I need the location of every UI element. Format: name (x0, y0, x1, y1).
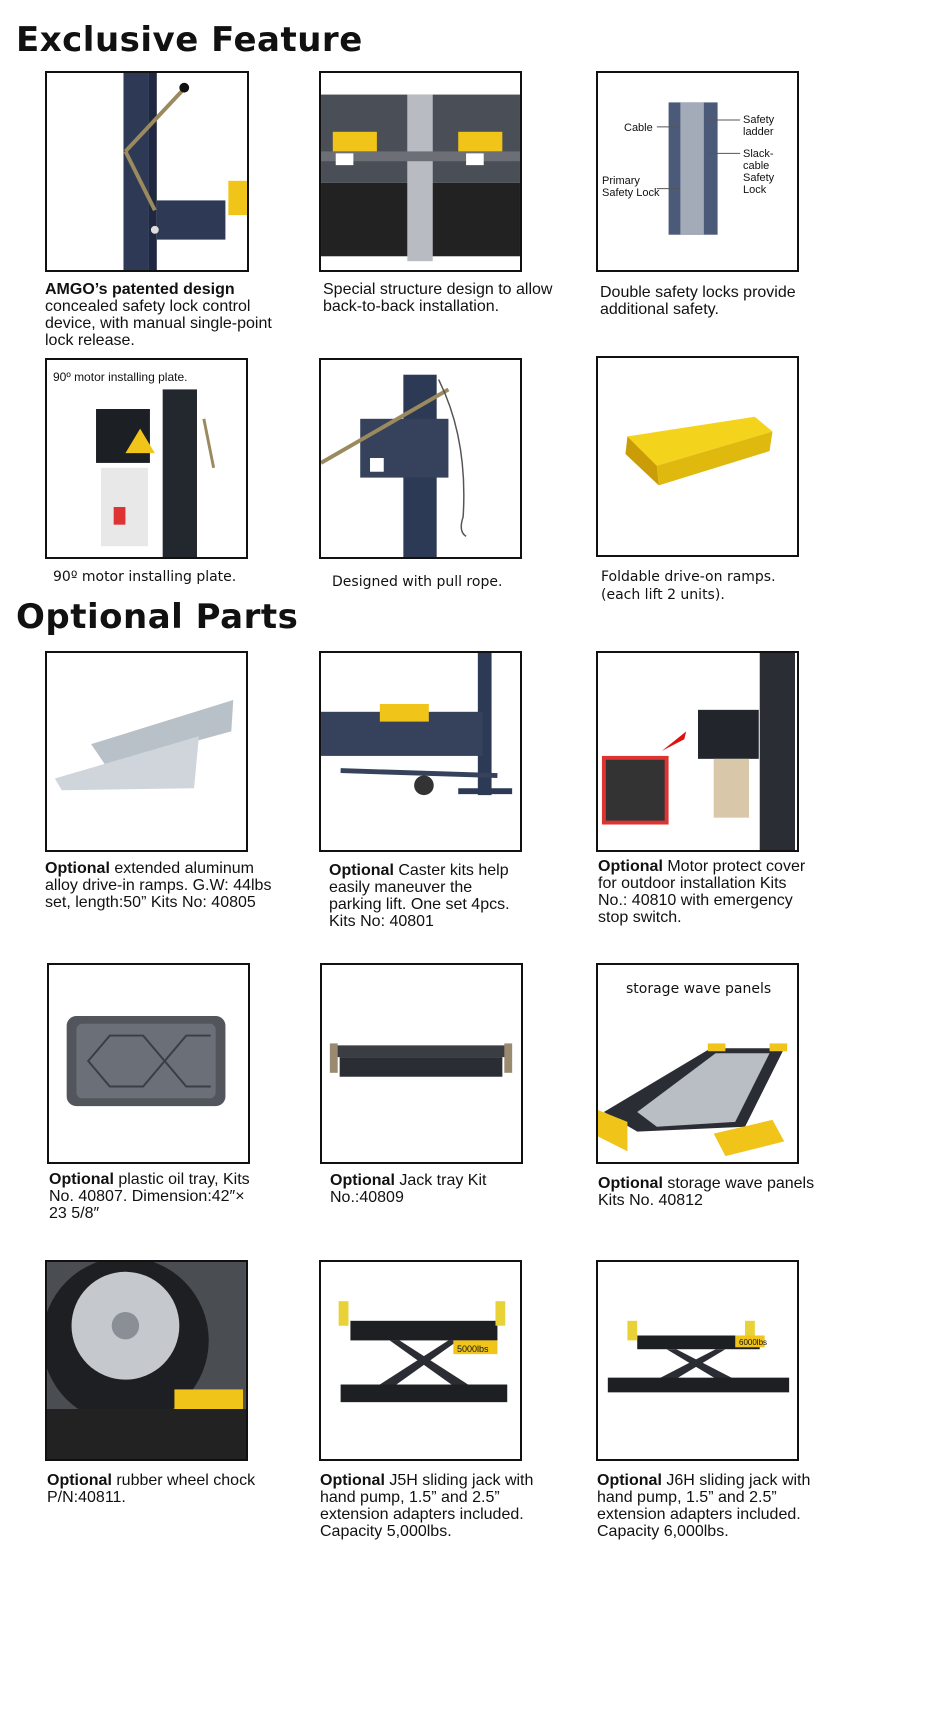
caption-optional-3: Optional Motor protect cover for outdoor installation Kits No.: 40810 with emergency stop switch. (598, 858, 806, 926)
label-slack-cable-lock: Slack-cable Safety Lock (743, 148, 775, 196)
photo-storage-panels (596, 963, 799, 1164)
photo-motor-cover (596, 651, 799, 852)
caption-exclusive-2: Special structure design to allow back-to-back installation. (323, 281, 553, 315)
photo-jack-tray (320, 963, 523, 1164)
photo-pull-rope (319, 358, 522, 559)
photo-caster-kits (319, 651, 522, 852)
photo-j6h-jack (596, 1260, 799, 1461)
caption-optional-8: Optional J5H sliding jack with hand pump, 1.5” and 2.5” extension adapters included. Capacity 5,000lbs. (320, 1472, 534, 1540)
section-title-optional: Optional Parts (16, 597, 299, 637)
caption-optional-4: Optional plastic oil tray, Kits No. 40807. Dimension:42″× 23 5/8″ (49, 1171, 250, 1222)
caption-exclusive-3: Double safety locks provide additional safety. (600, 284, 796, 318)
label-j5h: 5000lbs (457, 1344, 489, 1354)
caption-optional-6: Optional storage wave panels Kits No. 40812 (598, 1175, 815, 1209)
caption-exclusive-5: Designed with pull rope. (332, 574, 503, 590)
caption-optional-5: Optional Jack tray Kit No.:40809 (330, 1172, 487, 1206)
photo-foldable-ramps (596, 356, 799, 557)
section-title-exclusive: Exclusive Feature (16, 20, 363, 60)
label-motor-plate: 90º motor installing plate. (53, 370, 188, 384)
label-j6h: 6000lbs (739, 1338, 768, 1347)
photo-oil-tray (47, 963, 250, 1164)
caption-optional-2: Optional Caster kits help easily maneuver the parking lift. One set 4pcs. Kits No: 40801 (329, 862, 510, 930)
label-safety-ladder: Safety ladder (743, 114, 775, 138)
photo-back-to-back (319, 71, 522, 272)
caption-exclusive-6: Foldable drive-on ramps. (each lift 2 units). (601, 569, 776, 603)
label-cable: Cable (624, 122, 653, 134)
photo-motor-plate (45, 358, 248, 559)
caption-optional-1: Optional extended aluminum alloy drive-in ramps. G.W: 44lbs set, length:50” Kits No: 40805 (45, 860, 272, 911)
label-primary-lock: Primary Safety Lock (602, 175, 660, 199)
caption-optional-7: Optional rubber wheel chock P/N:40811. (47, 1472, 256, 1506)
photo-safety-lock-control (45, 71, 249, 272)
photo-wheel-chock (45, 1260, 248, 1461)
photo-j5h-jack (319, 1260, 522, 1461)
photo-aluminum-ramps (45, 651, 248, 852)
caption-exclusive-4: 90º motor installing plate. (53, 569, 237, 585)
photo-double-safety-locks (596, 71, 799, 272)
caption-optional-9: Optional J6H sliding jack with hand pump, 1.5” and 2.5” extension adapters included. Capacity 6,000lbs. (597, 1472, 811, 1540)
caption-exclusive-1: AMGO’s patented design concealed safety lock control device, with manual single-point lock release. (45, 281, 272, 349)
label-storage-panels: storage wave panels (626, 981, 772, 997)
